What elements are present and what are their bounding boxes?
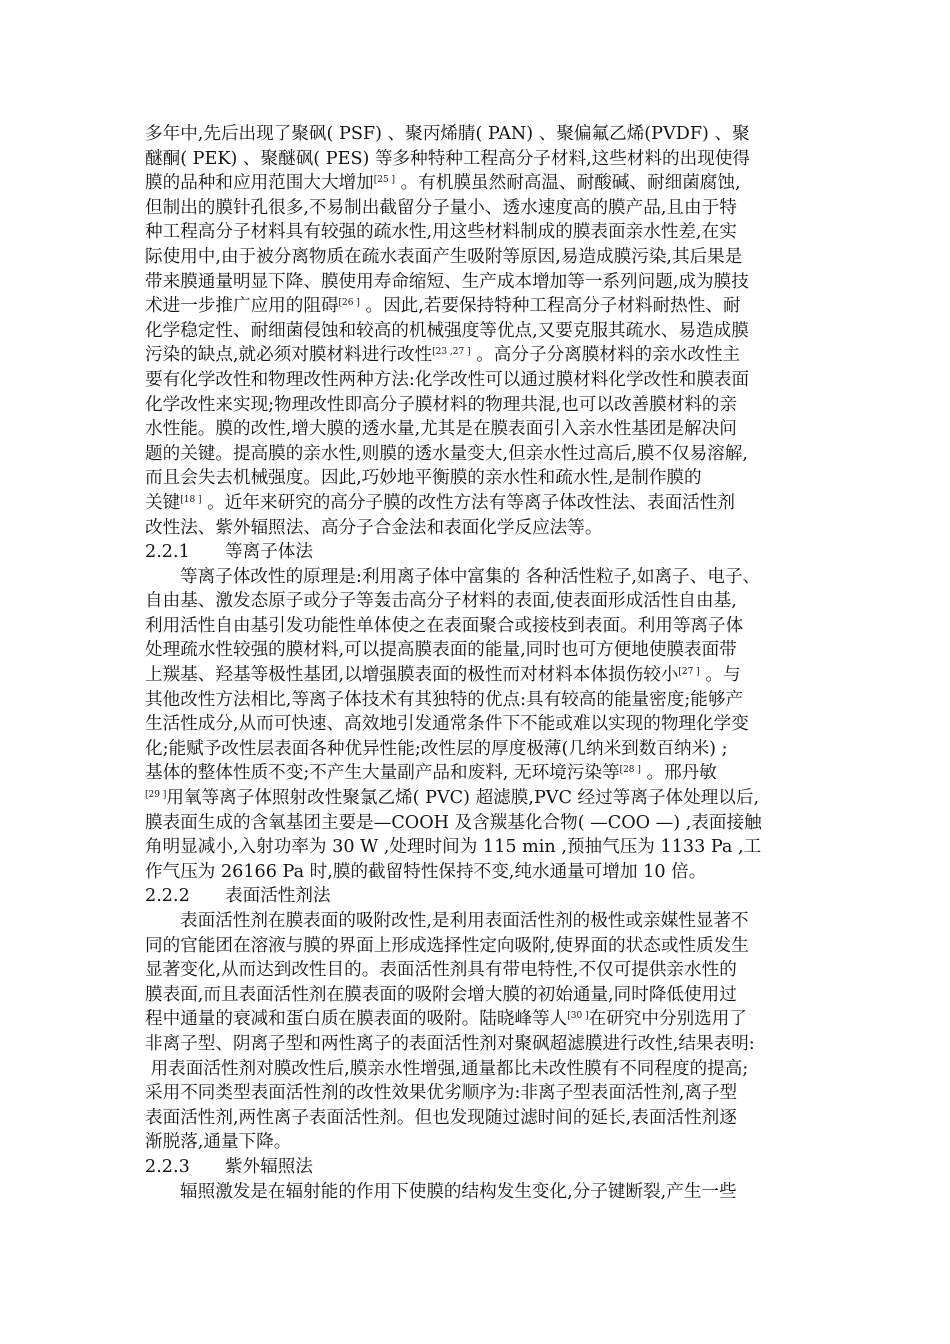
line-text: 而且会失去机械强度。因此,巧妙地平衡膜的亲水性和疏水性,是制作膜的 — [145, 468, 702, 489]
line-text: 利用活性自由基引发功能性单体使之在表面聚合或接枝到表面。利用等离子体 — [145, 615, 744, 636]
text-line — [145, 663, 807, 688]
line-text: 际使用中,由于被分离物质在疏水表面产生吸附等原因,易造成膜污染,其后果是 — [145, 246, 743, 267]
text-line — [145, 417, 807, 442]
citation-ref: [26 ] — [338, 298, 360, 309]
line-text: 题的关键。提高膜的亲水性,则膜的透水量变大,但亲水性过高后,膜不仅易溶解, — [145, 443, 748, 464]
section-title: 紫外辐照法 — [225, 1156, 313, 1177]
citation-ref: [29 ] — [145, 790, 167, 801]
document-body — [145, 122, 807, 1204]
line-text: 改性法、紫外辐照法、高分子合金法和表面化学反应法等。 — [145, 517, 603, 538]
text-line — [145, 811, 807, 836]
citation-ref: [25 ] — [373, 175, 396, 186]
line-text-continued: 用氧等离子体照射改性聚氯乙烯( PVC) 超滤膜,PVC 经过等离子体处理以后, — [166, 788, 760, 809]
text-line — [145, 860, 807, 885]
line-text: 非离子型、阴离子型和两性离子的表面活性剂对聚砜超滤膜进行改性,结果表明: — [145, 1033, 755, 1054]
line-text: 角明显减小,入射功率为 30 W ,处理时间为 115 min ,预抽气压为 1133 Pa ,工 — [145, 837, 762, 858]
text-line — [145, 1057, 807, 1082]
line-text: 带来膜通量明显下降、膜使用寿命缩短、生产成本增加等一系列问题,成为膜技 — [145, 271, 749, 292]
text-line — [145, 909, 807, 934]
line-text-continued: 。因此,若要保持特种工程高分子材料耐热性、耐 — [359, 296, 741, 317]
text-line — [145, 442, 807, 467]
text-line — [145, 466, 807, 491]
line-text: 用表面活性剂对膜改性后,膜亲水性增强,通量都比未改性膜有不同程度的提高; — [145, 1058, 749, 1079]
line-text: 污染的缺点,就必须对膜材料进行改性 — [145, 345, 433, 366]
line-text: 等离子体改性的原理是:利用离子体中富集的 各种活性粒子,如离子、电子、 — [180, 566, 761, 587]
line-text: 关键 — [145, 492, 181, 513]
text-line — [145, 368, 807, 393]
line-text: 膜表面,而且表面活性剂在膜表面的吸附会增大膜的初始通量,同时降低使用过 — [145, 984, 737, 1005]
citation-ref: [27 ] — [678, 667, 700, 678]
line-text: 同的官能团在溶液与膜的界面上形成选择性定向吸附,使界面的状态或性质发生 — [145, 935, 749, 956]
line-text: 醚酮( PEK) 、聚醚砜( PES) 等多种特种工程高分子材料,这些材料的出现使得 — [145, 148, 751, 169]
line-text: 膜的品种和应用范围大大增加 — [145, 173, 374, 194]
line-text: 处理疏水性较强的膜材料,可以提高膜表面的能量,同时也可方便地使膜表面带 — [145, 640, 737, 661]
text-line — [145, 1180, 807, 1205]
text-line — [145, 638, 807, 663]
section-heading — [145, 1155, 807, 1180]
section-title: 等离子体法 — [225, 542, 313, 563]
text-line — [145, 589, 807, 614]
section-heading — [145, 540, 807, 565]
text-line — [145, 516, 807, 541]
line-text: 但制出的膜针孔很多,不易制出截留分子量小、透水速度高的膜产品,且由于特 — [145, 197, 737, 218]
line-text: 渐脱落,通量下降。 — [145, 1132, 292, 1153]
line-text: 程中通量的衰减和蛋白质在膜表面的吸附。陆晓峰等人 — [145, 1009, 568, 1030]
text-line — [145, 294, 807, 319]
line-text-continued: 。有机膜虽然耐高温、耐酸碱、耐细菌腐蚀, — [395, 173, 741, 194]
line-text: 种工程高分子材料具有较强的疏水性,用这些材料制成的膜表面亲水性差,在实 — [145, 222, 737, 243]
line-text: 水性能。膜的改性,增大膜的透水量,尤其是在膜表面引入亲水性基团是解决问 — [145, 419, 737, 440]
text-line — [145, 270, 807, 295]
line-text: 化学改性来实现;物理改性即高分子膜材料的物理共混,也可以改善膜材料的亲 — [145, 394, 738, 415]
citation-ref: [18 ] — [180, 494, 202, 505]
section-number: 2.2.3 — [145, 1156, 190, 1177]
text-line — [145, 343, 807, 368]
line-text: 多年中,先后出现了聚砜( PSF) 、聚丙烯腈( PAN) 、聚偏氟乙烯(PVDF) 、聚 — [145, 124, 750, 144]
line-text: 要有化学改性和物理改性两种方法:化学改性可以通过膜材料化学改性和膜表面 — [145, 369, 750, 390]
section-heading — [145, 884, 807, 909]
line-text: 膜表面生成的含氧基团主要是—COOH 及含羰基化合物( —COO —) ,表面接触 — [145, 812, 762, 833]
line-text-continued: 。与 — [699, 665, 741, 686]
text-line — [145, 1130, 807, 1155]
text-line — [145, 147, 807, 172]
text-line — [145, 1007, 807, 1032]
line-text-continued: 在研究中分别选用了 — [588, 1009, 747, 1030]
citation-ref: [23 ,27 ] — [432, 347, 471, 358]
line-text: 化;能赋予改性层表面各种优异性能;改性层的厚度极薄(几纳米到数百纳米) ; — [145, 738, 728, 759]
line-text: 化学稳定性、耐细菌侵蚀和较高的机械强度等优点,又要克服其疏水、易造成膜 — [145, 320, 749, 341]
text-line — [145, 1106, 807, 1131]
line-text: 表面活性剂在膜表面的吸附改性,是利用表面活性剂的极性或亲媒性显著不 — [180, 911, 749, 931]
line-text: 辐照激发是在辐射能的作用下使膜的结构发生变化,分子键断裂,产生一些 — [180, 1181, 737, 1202]
text-line — [145, 319, 807, 344]
text-line — [145, 171, 807, 196]
citation-ref: [28 ] — [619, 765, 641, 776]
text-line — [145, 737, 807, 762]
text-line — [145, 122, 807, 147]
text-line — [145, 245, 807, 270]
section-number: 2.2.1 — [145, 542, 190, 563]
text-line — [145, 835, 807, 860]
text-line — [145, 196, 807, 221]
text-line — [145, 1081, 807, 1106]
text-line — [145, 393, 807, 418]
text-line — [145, 786, 807, 811]
text-line — [145, 712, 807, 737]
line-text: 自由基、激发态原子或分子等轰击高分子材料的表面,使表面形成活性自由基, — [145, 591, 737, 612]
line-text-continued: 。近年来研究的高分子膜的改性方法有等离子体改性法、表面活性剂 — [201, 492, 735, 513]
section-title: 表面活性剂法 — [225, 886, 331, 907]
line-text-continued: 。邢丹敏 — [640, 763, 717, 784]
line-text: 作气压为 26166 Pa 时,膜的截留特性保持不变,纯水通量可增加 10 倍。 — [145, 861, 707, 882]
text-line — [145, 688, 807, 713]
text-line — [145, 934, 807, 959]
line-text: 生活性成分,从而可快速、高效地引发通常条件下不能或难以实现的物理化学变 — [145, 714, 749, 735]
line-text: 其他改性方法相比,等离子体技术有其独特的优点:具有较高的能量密度;能够产 — [145, 689, 744, 710]
citation-ref: [30 ] — [567, 1011, 589, 1022]
text-line — [145, 1032, 807, 1057]
line-text: 显著变化,从而达到改性目的。表面活性剂具有带电特性,不仅可提供亲水性的 — [145, 960, 737, 981]
text-line — [145, 958, 807, 983]
line-text: 术进一步推广应用的阻碍 — [145, 296, 339, 317]
text-line — [145, 565, 807, 590]
text-line — [145, 983, 807, 1008]
line-text: 上羰基、羟基等极性基团,以增强膜表面的极性而对材料本体损伤较小 — [145, 665, 679, 686]
line-text-continued: 。高分子分离膜材料的亲水改性主 — [470, 345, 741, 366]
line-text: 表面活性剂,两性离子表面活性剂。但也发现随过滤时间的延长,表面活性剂逐 — [145, 1107, 737, 1128]
line-text: 基体的整体性质不变;不产生大量副产品和废料, 无环境污染等 — [145, 763, 620, 784]
section-number: 2.2.2 — [145, 886, 190, 907]
text-line — [145, 614, 807, 639]
text-line — [145, 491, 807, 516]
text-line — [145, 220, 807, 245]
text-line — [145, 761, 807, 786]
line-text: 采用不同类型表面活性剂的改性效果优劣顺序为:非离子型表面活性剂,离子型 — [145, 1083, 738, 1104]
